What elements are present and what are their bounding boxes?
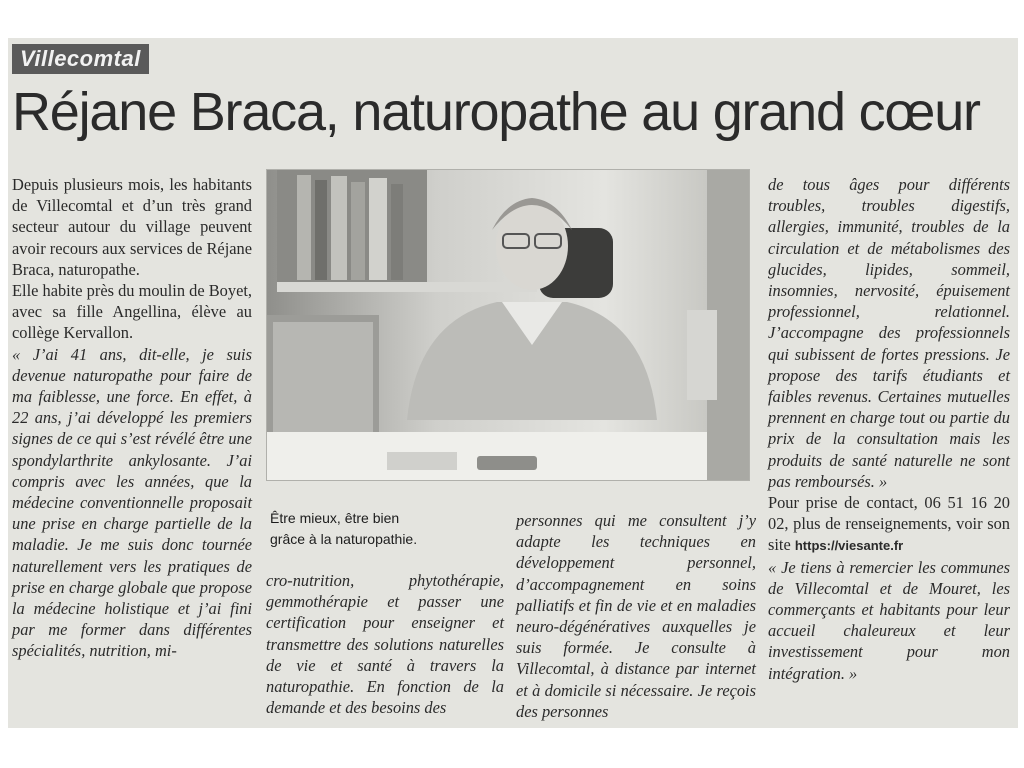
paragraph-col3: personnes qui me consultent j’y adapte les techniques en développement personnel, d’accompagnement en soins palliatifs et fin de vie et en maladies neuro-dégénératives auxquelles je suis formée. Je consulte à Villecomtal, à distance par internet et à domicile si nécessaire. Je reçois des personnes [516,511,756,721]
contact-text: Pour prise de contact, 06 51 16 20 02, plus de renseignements, voir son site [768,493,1010,555]
photo-caption [270,508,506,550]
headline: Réjane Braca, naturopathe au grand cœur [12,82,980,142]
article-photo [266,169,750,481]
column-2 [266,570,504,718]
portrait-image [267,170,749,480]
newspaper-clipping [8,38,1018,728]
paragraph-intro: Depuis plusieurs mois, les habitants de Villecomtal et d’un très grand secteur autour du village peuvent avoir recours aux services de Réjane Braca, naturopathe. [12,175,252,279]
quote-lead: « J’ai 41 ans, dit-elle, [12,344,203,364]
quote-text: je suis devenue naturopathe pour faire de ma faiblesse, une force. En effet, à 22 ans, j’ai développé les premiers signes de ce qui s’est révélé être une spondylarthrite ankylosante. J’ai compris avec les années, que la médecine conventionnelle proposait une prise en charge partielle de la maladie. Je me suis donc tournée naturellement vers les pratiques de prise en charge globale que propose la médecine holistique et j’ai fini par me former dans différentes spécialités, nutrition, mi- [12,344,252,661]
section-label: Villecomtal [12,44,149,74]
paragraph-col4: de tous âges pour différents troubles, troubles digestifs, allergies, immunité, troubles de la circulation et de métabolismes des glucides, lipides, sommeil, insomnies, nervosité, épuisement professionnel, relationnel. J’accompagne des professionnels qui subissent de fortes pressions. Je propose des tarifs étudiants et faibles revenus. Certaines mutuelles prennent en charge tout ou partie du prix de la consultation mais les produits de santé naturelle ne sont pas remboursés. » [768,175,1010,491]
paragraph-col2: cro-nutrition, phytothérapie, gemmothérapie et passer une certification pour enseigner et transmettre des solutions naturelles de vie et santé à travers la naturopathie. En fonction de la demande et des besoins des [266,571,504,718]
paragraph-family: Elle habite près du moulin de Boyet, avec sa fille Angellina, élève au collège Kervallon. [12,281,252,343]
paragraph-thanks: « Je tiens à remercier les communes de Villecomtal et de Mouret, les commerçants et habitants pour leur accueil chaleureux et leur investissement pour mon intégration. » [768,557,1010,683]
website-link[interactable]: https://viesante.fr [794,538,904,554]
column-1 [12,174,252,662]
paragraph-quote-start [12,344,252,662]
column-3 [516,510,756,722]
caption-line-2: grâce à la naturopathie. [270,531,418,547]
column-4 [768,174,1010,684]
contact-paragraph [768,492,1010,557]
caption-line-1: Être mieux, être bien [270,510,400,526]
